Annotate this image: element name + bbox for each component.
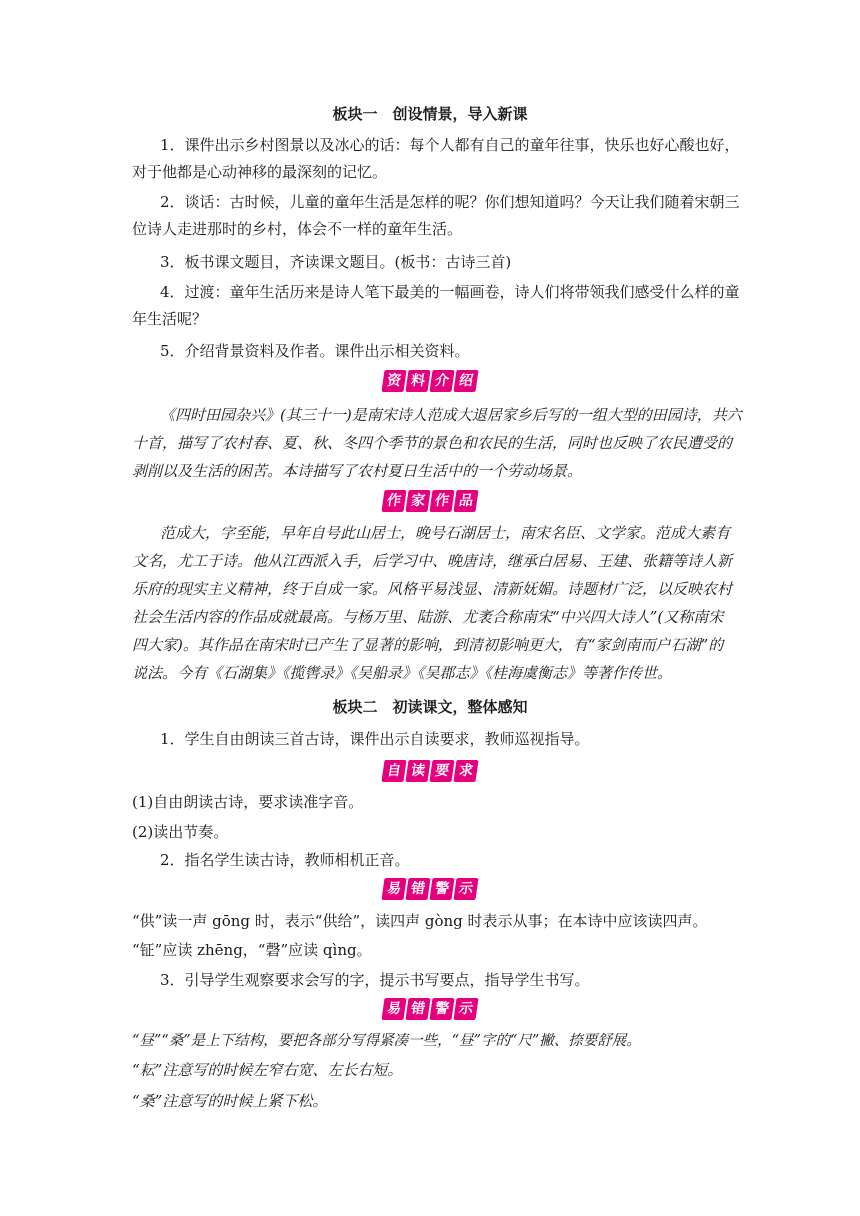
yicuo-line: “钲”应读 zhēng，“磬”应读 qìng。 (132, 941, 372, 959)
badge-yicuo-jingshi (383, 878, 477, 900)
badge-char: 错 (405, 998, 430, 1020)
badge-char: 家 (405, 490, 430, 512)
paragraph: 5．介绍背景资料及作者。课件出示相关资料。 (160, 342, 470, 360)
badge-char: 料 (405, 370, 430, 392)
paragraph: 1．学生自由朗读三首古诗，课件出示自读要求，教师巡视指导。 (160, 730, 590, 748)
paragraph: 4．过渡：童年生活历来是诗人笔下最美的一幅画卷，诗人们将带领我们感受什么样的童 (160, 283, 740, 301)
badge-zuojia-zuopin (383, 490, 477, 512)
badge-zidu-yaoqiu (383, 760, 477, 782)
paragraph: 2．谈话：古时候，儿童的童年生活是怎样的呢？你们想知道吗？今天让我们随着宋朝三 (160, 193, 740, 211)
badge-char: 作 (381, 490, 406, 512)
zidu-line: (1)自由朗读古诗，要求读准字音。 (132, 793, 364, 811)
paragraph: 对于他都是心动神移的最深刻的记忆。 (132, 163, 388, 181)
ziliao-line: 《四时田园杂兴》(其三十一)是南宋诗人范成大退居家乡后写的一组大型的田园诗，共六 (160, 406, 742, 424)
badge-char: 读 (405, 760, 430, 782)
badge-char: 求 (453, 760, 478, 782)
paragraph: 3．板书课文题目，齐读课文题目。(板书：古诗三首) (160, 253, 512, 271)
badge-char: 易 (381, 998, 406, 1020)
yicuo-line: “昼”“桑”是上下结构，要把各部分写得紧凑一些，“昼”字的“尺”撇、捺要舒展。 (132, 1033, 641, 1049)
yicuo-line: “供”读一声 gōng 时，表示“供给”，读四声 gòng 时表示从事；在本诗中应该读四声。 (132, 912, 708, 930)
badge-char: 警 (429, 878, 454, 900)
badge-ziliao-jieshao (383, 370, 477, 392)
paragraph: 位诗人走进那时的乡村，体会不一样的童年生活。 (132, 220, 463, 238)
badge-char: 品 (453, 490, 478, 512)
badge-char: 绍 (453, 370, 478, 392)
yicuo-line: “桑”注意写的时候上紧下松。 (132, 1092, 328, 1110)
badge-char: 要 (429, 760, 454, 782)
zuojia-line: 说法。今有《石湖集》《揽辔录》《吴船录》《吴郡志》《桂海虞衡志》等著作传世。 (132, 664, 673, 682)
zidu-line: (2)读出节奏。 (132, 823, 229, 841)
badge-char: 自 (381, 760, 406, 782)
badge-char: 示 (453, 998, 478, 1020)
yicuo-line: “耘”注意写的时候左窄右宽、左长右短。 (132, 1061, 403, 1079)
zuojia-line: 乐府的现实主义精神，终于自成一家。风格平易浅显、清新妩媚。诗题材广泛，以反映农村 (132, 580, 733, 598)
badge-char: 易 (381, 878, 406, 900)
paragraph: 3．引导学生观察要求会写的字，提示书写要点，指导学生书写。 (160, 971, 590, 989)
paragraph: 2．指名学生读古诗，教师相机正音。 (160, 851, 410, 869)
badge-char: 介 (429, 370, 454, 392)
zuojia-line: 文名，尤工于诗。他从江西派入手，后学习中、晚唐诗，继承白居易、王建、张籍等诗人新 (132, 552, 733, 570)
zuojia-line: 社会生活内容的作品成就最高。与杨万里、陆游、尤袤合称南宋“中兴四大诗人”(又称南宋 (132, 608, 724, 626)
zuojia-line: 四大家)。其作品在南宋时已产生了显著的影响，到清初影响更大，有“家剑南而户石湖”的 (132, 636, 724, 654)
zuojia-line: 范成大，字至能，早年自号此山居士，晚号石湖居士，南宋名臣、文学家。范成大素有 (160, 524, 731, 542)
paragraph: 1．课件出示乡村图景以及冰心的话：每个人都有自己的童年往事，快乐也好心酸也好， (160, 136, 740, 154)
badge-char: 资 (381, 370, 406, 392)
ziliao-line: 十首，描写了农村春、夏、秋、冬四个季节的景色和农民的生活，同时也反映了农民遭受的 (132, 434, 733, 452)
badge-char: 作 (429, 490, 454, 512)
section2-heading: 板块二 初读课文，整体感知 (332, 698, 528, 716)
badge-char: 错 (405, 878, 430, 900)
badge-yicuo-jingshi (383, 998, 477, 1020)
paragraph: 年生活呢？ (132, 310, 208, 328)
ziliao-line: 剥削以及生活的困苦。本诗描写了农村夏日生活中的一个劳动场景。 (132, 462, 583, 480)
badge-char: 警 (429, 998, 454, 1020)
section1-heading: 板块一 创设情景，导入新课 (332, 105, 528, 123)
badge-char: 示 (453, 878, 478, 900)
